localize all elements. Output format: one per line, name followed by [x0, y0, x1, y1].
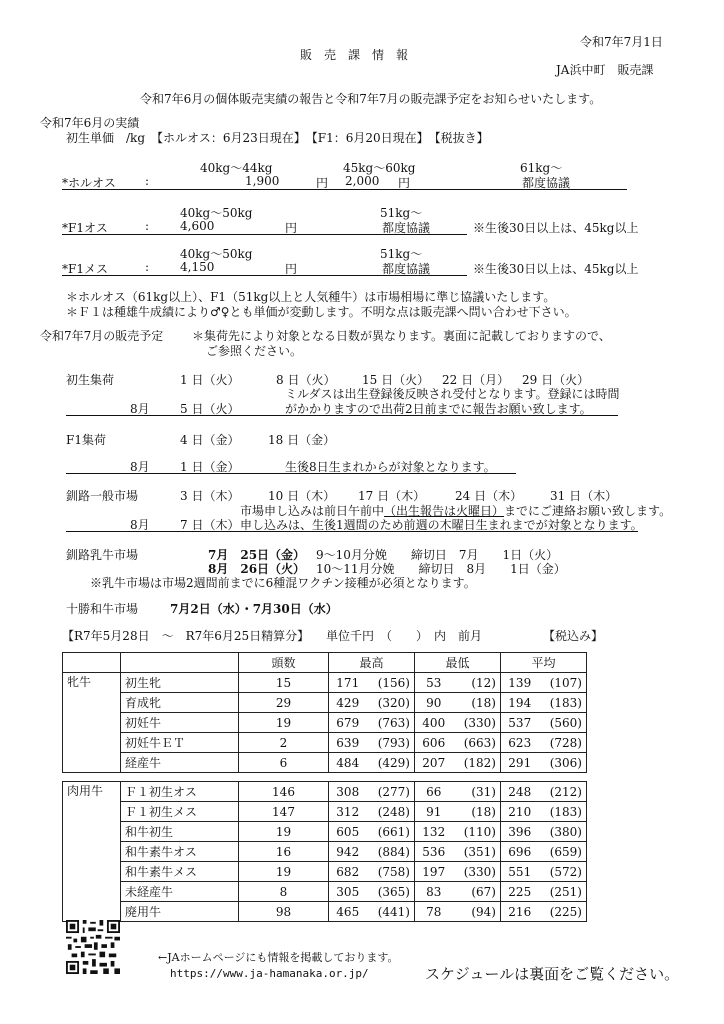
table-row: [63, 753, 587, 773]
head-count: 146: [239, 782, 329, 802]
max-price: 639: [329, 733, 365, 753]
price-value: 2,000: [345, 174, 380, 188]
schedule-label: 十勝和牛市場: [66, 602, 139, 616]
table-row: [63, 842, 587, 862]
f1-female-label: *F1メス: [62, 262, 108, 276]
max-price: 682: [329, 862, 365, 882]
min-price-prev: (31): [451, 782, 501, 802]
table-row: [63, 882, 587, 902]
min-price: 197: [415, 862, 451, 882]
min-price: 53: [415, 673, 451, 693]
schedule-label: 釧路乳牛市場: [66, 548, 139, 562]
avg-price-prev: (380): [537, 822, 587, 842]
min-price: 536: [415, 842, 451, 862]
min-price: 606: [415, 733, 451, 753]
note-line: ＊ホルオス（61kg以上）、F1（51kg以上と人気種牛）は市場相場に準じ協議いたします。: [66, 290, 556, 304]
schedule-date: 4 日（金）: [180, 433, 240, 447]
schedule-label: F1集荷: [66, 433, 106, 447]
min-price-prev: (18): [451, 802, 501, 822]
cattle-type: 和牛素牛オス: [121, 842, 239, 862]
schedule-date: 29 日（火）: [522, 373, 590, 387]
head-count: 8: [239, 882, 329, 902]
max-price: 305: [329, 882, 365, 902]
schedule-date: 10 日（木）: [268, 489, 336, 503]
schedule-month: 8月: [130, 518, 150, 532]
price-value: 都度協議: [382, 262, 431, 276]
min-price-prev: (330): [451, 713, 501, 733]
table-row: [63, 713, 587, 733]
range-label: 40kg～50kg: [180, 247, 253, 261]
issue-date: 令和7年7月1日: [580, 35, 663, 49]
schedule-month: 8月: [130, 460, 150, 474]
colon: :: [145, 219, 150, 233]
avg-price: 396: [501, 822, 537, 842]
schedule-label: 釧路一般市場: [66, 489, 139, 503]
schedule-note: 生後8日生まれからが対象となります。: [285, 460, 496, 474]
table-row: [63, 862, 587, 882]
note-part: までにご連絡お願い致します。: [504, 504, 672, 518]
cattle-type: 初生牝: [121, 673, 239, 693]
avg-price-prev: (225): [537, 902, 587, 922]
col-header: 頭数: [239, 653, 329, 673]
max-price-prev: (429): [365, 753, 415, 773]
min-price: 66: [415, 782, 451, 802]
range-label: 51kg～: [380, 247, 423, 261]
avg-price-prev: (572): [537, 862, 587, 882]
schedule-date: 8 日（火）: [276, 373, 336, 387]
head-count: 19: [239, 822, 329, 842]
avg-price: 139: [501, 673, 537, 693]
range-label: 45kg～60kg: [343, 161, 416, 175]
cattle-type: 初妊牛: [121, 713, 239, 733]
avg-price-prev: (560): [537, 713, 587, 733]
table-row: [63, 902, 587, 922]
avg-price-prev: (306): [537, 753, 587, 773]
underline: [62, 234, 467, 235]
avg-price-prev: (212): [537, 782, 587, 802]
schedule-note: がかかりますので出荷2日前までに報告お願い致します。: [285, 402, 592, 416]
market-date: 8月 26日（火）: [208, 562, 306, 576]
notice-line: ＊集荷先により対象となる日数が異なります。裏面に記載しておりますので、: [192, 329, 611, 343]
col-header: 平均: [501, 653, 587, 673]
avg-price: 291: [501, 753, 537, 773]
avg-price: 551: [501, 862, 537, 882]
yen-unit: 円: [285, 262, 298, 276]
price-value: 都度協議: [382, 221, 431, 235]
max-price: 605: [329, 822, 365, 842]
underline: [66, 415, 618, 416]
schedule-date: 22 日（月）: [442, 373, 510, 387]
avg-price-prev: (728): [537, 733, 587, 753]
schedule-date: 17 日（木）: [358, 489, 426, 503]
col-header: 最低: [415, 653, 501, 673]
vaccine-note: ※乳牛市場は市場2週間前までに6種混ワクチン接種が必須となります。: [90, 576, 476, 590]
avg-price: 194: [501, 693, 537, 713]
head-count: 98: [239, 902, 329, 922]
max-price: 312: [329, 802, 365, 822]
max-price-prev: (763): [365, 713, 415, 733]
min-price-prev: (94): [451, 902, 501, 922]
market-deadline: 9～10月分娩 締切日 7月 1日（火）: [316, 548, 559, 562]
range-label: 40kg～50kg: [180, 206, 253, 220]
max-price-prev: (441): [365, 902, 415, 922]
table-row: [63, 802, 587, 822]
july-heading: 令和7年7月の販売予定: [40, 329, 164, 343]
schedule-date: 5 日（火）: [180, 402, 240, 416]
market-deadline: 10～11月分娩 締切日 8月 1日（金）: [316, 562, 566, 576]
head-count: 19: [239, 713, 329, 733]
head-count: 16: [239, 842, 329, 862]
head-count: 2: [239, 733, 329, 753]
homepage-note: ←JAホームページにも情報を掲載しております。: [158, 951, 399, 964]
head-count: 147: [239, 802, 329, 822]
underline: [66, 531, 638, 532]
max-price-prev: (758): [365, 862, 415, 882]
intro-text: 令和7年6月の個体販売実績の報告と令和7年7月の販売課予定をお知らせいたします。: [140, 92, 602, 106]
range-label: 51kg～: [380, 206, 423, 220]
yen-unit: 円: [285, 221, 298, 235]
max-price-prev: (365): [365, 882, 415, 902]
yen-unit: 円: [316, 176, 329, 190]
min-price: 207: [415, 753, 451, 773]
price-value: 1,900: [245, 174, 280, 188]
min-price-prev: (12): [451, 673, 501, 693]
table-header-row: [63, 653, 587, 673]
min-price-prev: (18): [451, 693, 501, 713]
max-price-prev: (884): [365, 842, 415, 862]
market-date: 7月 25日（金）: [208, 548, 306, 562]
schedule-note: ミルダスは出生登録後反映され受付となります。登録には時間: [285, 387, 620, 401]
avg-price-prev: (183): [537, 693, 587, 713]
avg-price-prev: (107): [537, 673, 587, 693]
group-label: 牝牛: [63, 673, 121, 773]
price-value: 4,600: [180, 219, 215, 233]
table-row: [63, 673, 587, 693]
avg-price-prev: (659): [537, 842, 587, 862]
homepage-link[interactable]: https://www.ja-hamanaka.or.jp/: [170, 967, 369, 980]
hol-label: *ホルオス: [62, 176, 116, 190]
min-price-prev: (663): [451, 733, 501, 753]
max-price: 679: [329, 713, 365, 733]
min-price-prev: (330): [451, 862, 501, 882]
max-price-prev: (156): [365, 673, 415, 693]
min-price: 91: [415, 802, 451, 822]
range-label: 61kg～: [520, 161, 563, 175]
table-row: [63, 782, 587, 802]
price-value: 4,150: [180, 260, 215, 274]
table-row: [63, 822, 587, 842]
cattle-type: 廃用牛: [121, 902, 239, 922]
min-price: 90: [415, 693, 451, 713]
note-part-underlined: （出生報告は火曜日）: [384, 504, 505, 518]
avg-price: 696: [501, 842, 537, 862]
avg-price: 248: [501, 782, 537, 802]
note-part: 市場申し込みは前日午前中: [240, 504, 385, 518]
col-header: 最高: [329, 653, 415, 673]
head-count: 19: [239, 862, 329, 882]
cattle-type: 和牛初生: [121, 822, 239, 842]
max-price: 171: [329, 673, 365, 693]
cattle-type: Ｆ１初生メス: [121, 802, 239, 822]
underline: [62, 189, 627, 190]
schedule-label: 初生集荷: [66, 373, 115, 387]
avg-price: 216: [501, 902, 537, 922]
notice-line: ご参照ください。: [206, 344, 303, 358]
max-price-prev: (277): [365, 782, 415, 802]
schedule-date: 24 日（木）: [455, 489, 523, 503]
note: ※生後30日以上は、45kg以上: [473, 262, 639, 276]
head-count: 29: [239, 693, 329, 713]
avg-price: 537: [501, 713, 537, 733]
avg-price-prev: (183): [537, 802, 587, 822]
avg-price: 210: [501, 802, 537, 822]
max-price-prev: (248): [365, 802, 415, 822]
colon: :: [145, 260, 150, 274]
min-price: 83: [415, 882, 451, 902]
cattle-type: 経産牛: [121, 753, 239, 773]
table-tax: 【税込み】: [543, 629, 604, 643]
cattle-type: 未経産牛: [121, 882, 239, 902]
cattle-type: Ｆ１初生オス: [121, 782, 239, 802]
schedule-date: 3 日（木）: [180, 489, 240, 503]
max-price: 308: [329, 782, 365, 802]
organization: JA浜中町 販売課: [556, 63, 654, 77]
price-table-female: [62, 652, 587, 773]
min-price: 132: [415, 822, 451, 842]
note: ※生後30日以上は、45kg以上: [473, 221, 639, 235]
schedule-month: 8月: [130, 402, 150, 416]
table-unit: 単位千円 （ ） 内 前月: [326, 629, 483, 643]
min-price-prev: (351): [451, 842, 501, 862]
max-price: 465: [329, 902, 365, 922]
min-price-prev: (110): [451, 822, 501, 842]
schedule-note: 申し込みは、生後1週間のため前週の木曜日生まれまでが対象となります。: [240, 518, 643, 532]
note-line: ＊Ｆ１は種雄牛成績により♂♀とも単価が変動します。不明な点は販売課へ問い合わせ下さい。: [66, 305, 577, 319]
page-title: 販 売 課 情 報: [300, 48, 409, 62]
max-price-prev: (661): [365, 822, 415, 842]
cattle-type: 育成牝: [121, 693, 239, 713]
min-price-prev: (67): [451, 882, 501, 902]
schedule-date: 31 日（木）: [550, 489, 618, 503]
f1-male-label: *F1オス: [62, 221, 108, 235]
market-dates: 7月2日（水）・7月30日（水）: [170, 602, 338, 616]
cattle-type: 和牛素牛メス: [121, 862, 239, 882]
schedule-date: 1 日（火）: [180, 373, 240, 387]
colon: :: [145, 174, 150, 188]
cattle-type: 初妊牛ＥＴ: [121, 733, 239, 753]
schedule-date: 18 日（金）: [268, 433, 336, 447]
back-page-note: スケジュールは裏面をご覧ください。: [425, 965, 680, 983]
schedule-date: 7 日（木）: [180, 518, 240, 532]
avg-price: 225: [501, 882, 537, 902]
june-unit-line: 初生単価 /kg 【ホルオス：6月23日現在】 【F1：6月20日現在】 【税抜き】: [66, 131, 489, 145]
price-table-beef: [62, 781, 587, 922]
price-value: 都度協議: [522, 176, 571, 190]
max-price: 942: [329, 842, 365, 862]
avg-price-prev: (251): [537, 882, 587, 902]
range-label: 40kg～44kg: [200, 161, 273, 175]
table-period: 【R7年5月28日 ～ R7年6月25日精算分】: [62, 629, 310, 643]
head-count: 15: [239, 673, 329, 693]
yen-unit: 円: [398, 176, 411, 190]
schedule-date: 15 日（火）: [362, 373, 430, 387]
schedule-date: 1 日（金）: [180, 460, 240, 474]
qr-code-icon: [66, 920, 120, 974]
max-price: 429: [329, 693, 365, 713]
group-label: 肉用牛: [63, 782, 121, 922]
max-price: 484: [329, 753, 365, 773]
max-price-prev: (320): [365, 693, 415, 713]
min-price: 400: [415, 713, 451, 733]
table-row: [63, 693, 587, 713]
min-price: 78: [415, 902, 451, 922]
june-heading: 令和7年6月の実績: [40, 116, 140, 130]
max-price-prev: (793): [365, 733, 415, 753]
min-price-prev: (182): [451, 753, 501, 773]
table-row: [63, 733, 587, 753]
underline: [62, 275, 467, 276]
underline: [66, 473, 516, 474]
avg-price: 623: [501, 733, 537, 753]
head-count: 6: [239, 753, 329, 773]
